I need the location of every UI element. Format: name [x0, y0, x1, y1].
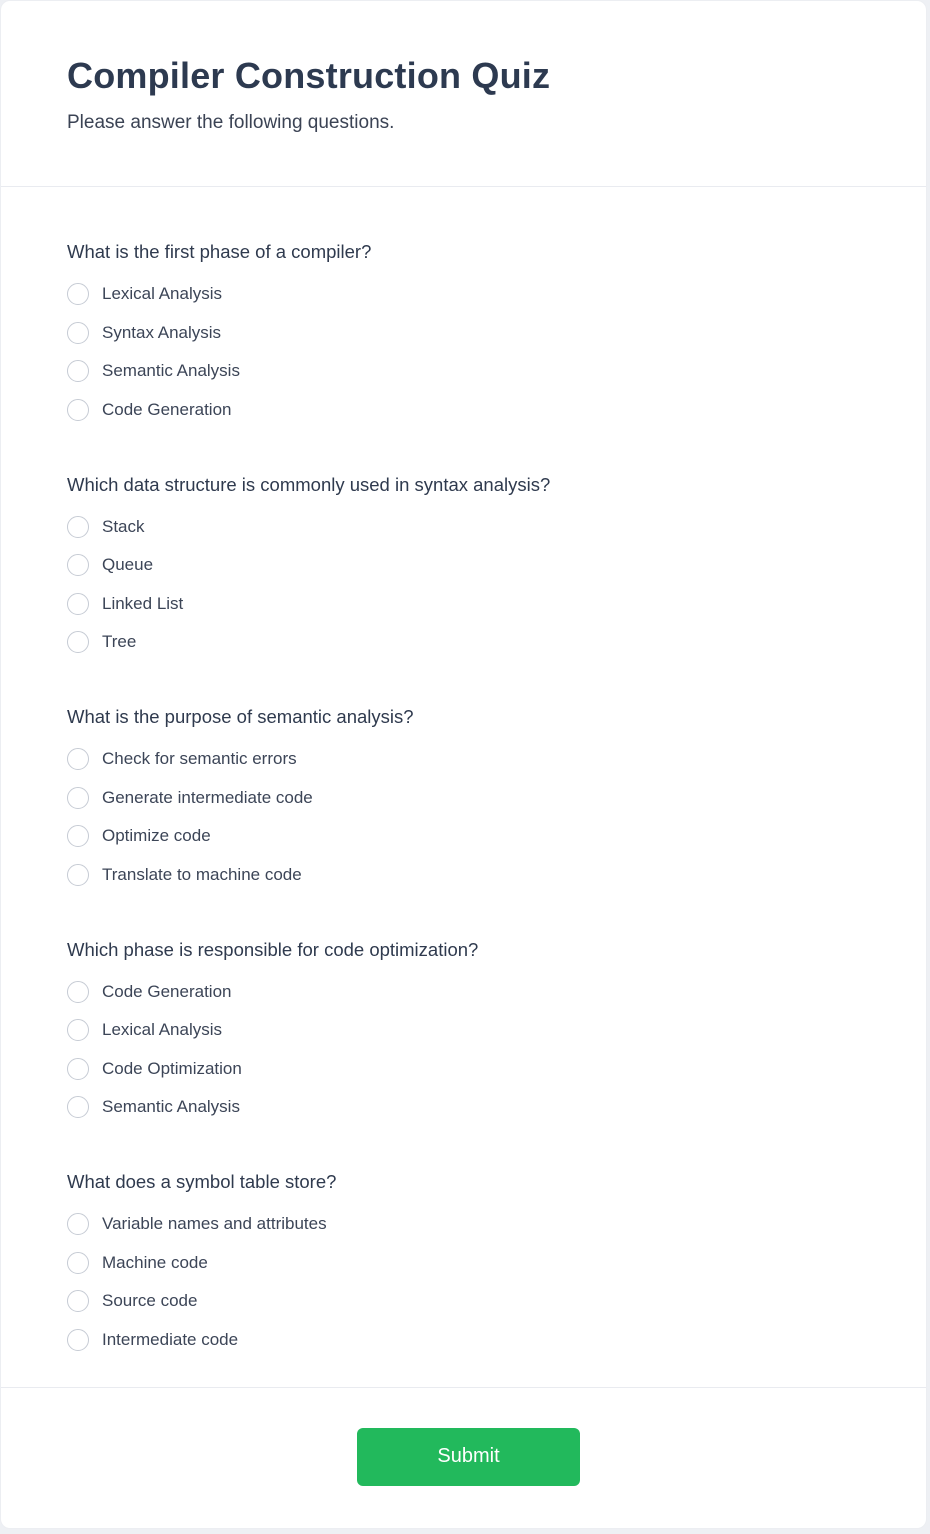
radio-option-label[interactable]: Code Optimization	[102, 1058, 242, 1078]
radio-button-icon[interactable]	[67, 787, 89, 809]
radio-button-icon[interactable]	[67, 1019, 89, 1041]
quiz-footer	[1, 1428, 926, 1486]
radio-button-icon[interactable]	[67, 1252, 89, 1274]
radio-option[interactable]	[67, 1329, 860, 1351]
radio-option[interactable]	[67, 1019, 860, 1041]
radio-button-icon[interactable]	[67, 399, 89, 421]
radio-option[interactable]	[67, 360, 860, 382]
radio-option[interactable]	[67, 864, 860, 886]
radio-option-label[interactable]: Tree	[102, 632, 137, 651]
radio-button-icon[interactable]	[67, 593, 89, 615]
radio-option-label[interactable]: Syntax Analysis	[102, 322, 222, 342]
radio-option[interactable]	[67, 748, 860, 770]
radio-button-icon[interactable]	[67, 1329, 89, 1351]
question-1	[67, 241, 860, 421]
radio-option[interactable]	[67, 399, 860, 421]
footer-divider	[1, 1387, 926, 1388]
radio-option-label[interactable]: Semantic Analysis	[102, 361, 240, 380]
radio-option-label[interactable]: Optimize code	[102, 826, 211, 845]
question-2-options	[67, 516, 860, 654]
question-2	[67, 474, 860, 654]
radio-button-icon[interactable]	[67, 631, 89, 653]
question-5-title: What does a symbol table store?	[67, 1171, 337, 1192]
quiz-header	[1, 1, 926, 134]
radio-option-label[interactable]: Stack	[102, 516, 145, 536]
question-2-title: Which data structure is commonly used in syntax analysis?	[67, 473, 551, 495]
question-4-options	[67, 981, 860, 1119]
question-list	[1, 241, 926, 1351]
radio-option-label[interactable]: Variable names and attributes	[102, 1214, 327, 1233]
radio-option[interactable]	[67, 516, 860, 538]
page-subtitle: Please answer the following questions.	[67, 112, 395, 133]
question-5-options	[67, 1213, 860, 1351]
radio-option-label[interactable]: Machine code	[102, 1252, 208, 1272]
radio-button-icon[interactable]	[67, 360, 89, 382]
radio-button-icon[interactable]	[67, 825, 89, 847]
radio-button-icon[interactable]	[67, 1213, 89, 1235]
radio-option[interactable]	[67, 1096, 860, 1118]
radio-option[interactable]	[67, 631, 860, 653]
radio-button-icon[interactable]	[67, 1058, 89, 1080]
radio-option[interactable]	[67, 593, 860, 615]
radio-option-label[interactable]: Generate intermediate code	[102, 787, 313, 807]
radio-button-icon[interactable]	[67, 1290, 89, 1312]
radio-button-icon[interactable]	[67, 516, 89, 538]
radio-button-icon[interactable]	[67, 981, 89, 1003]
radio-option-label[interactable]: Intermediate code	[102, 1329, 239, 1349]
radio-option[interactable]	[67, 1252, 860, 1274]
question-1-options	[67, 283, 860, 421]
page-title: Compiler Construction Quiz	[67, 55, 551, 96]
question-3-options	[67, 748, 860, 886]
radio-option-label[interactable]: Source code	[102, 1291, 198, 1310]
submit-button[interactable]: Submit	[357, 1428, 580, 1486]
radio-button-icon[interactable]	[67, 554, 89, 576]
radio-option-label[interactable]: Queue	[102, 555, 154, 574]
radio-option-label[interactable]: Code Generation	[102, 981, 232, 1001]
question-3	[67, 706, 860, 886]
radio-option-label[interactable]: Semantic Analysis	[102, 1097, 240, 1116]
radio-button-icon[interactable]	[67, 1096, 89, 1118]
question-4	[67, 939, 860, 1119]
radio-option[interactable]	[67, 1058, 860, 1080]
header-divider	[1, 186, 926, 187]
question-4-title: Which phase is responsible for code optimization?	[67, 938, 479, 960]
radio-option[interactable]	[67, 1290, 860, 1312]
question-3-title: What is the purpose of semantic analysis?	[67, 706, 414, 727]
radio-button-icon[interactable]	[67, 748, 89, 770]
radio-option[interactable]	[67, 322, 860, 344]
radio-option-label[interactable]: Lexical Analysis	[102, 284, 223, 303]
radio-option-label[interactable]: Translate to machine code	[102, 864, 302, 884]
question-1-title: What is the first phase of a compiler?	[67, 241, 372, 262]
radio-option-label[interactable]: Lexical Analysis	[102, 1020, 223, 1039]
radio-button-icon[interactable]	[67, 864, 89, 886]
radio-option[interactable]	[67, 1213, 860, 1235]
radio-option[interactable]	[67, 787, 860, 809]
radio-option[interactable]	[67, 283, 860, 305]
radio-option[interactable]	[67, 981, 860, 1003]
radio-button-icon[interactable]	[67, 283, 89, 305]
radio-option-label[interactable]: Check for semantic errors	[102, 749, 297, 768]
question-5	[67, 1171, 860, 1351]
radio-option[interactable]	[67, 825, 860, 847]
radio-option-label[interactable]: Linked List	[102, 593, 184, 613]
radio-option-label[interactable]: Code Generation	[102, 399, 232, 419]
radio-button-icon[interactable]	[67, 322, 89, 344]
radio-option[interactable]	[67, 554, 860, 576]
